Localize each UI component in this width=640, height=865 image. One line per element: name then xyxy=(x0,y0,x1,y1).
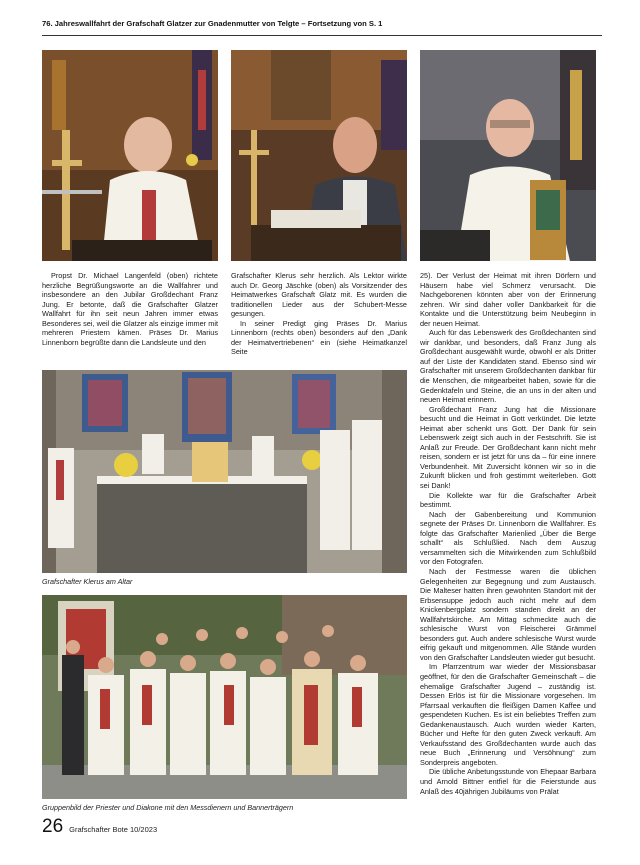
page-number: 26 xyxy=(42,816,64,837)
caption-group: Gruppenbild der Priester und Diakone mit den Messdienern und Bannerträgern xyxy=(42,803,294,812)
header-rule xyxy=(42,35,602,36)
page-header: 76. Jahreswallfahrt der Grafschaft Glatzer zur Gnadenmutter von Telgte – Fortsetzung von S. 1 xyxy=(42,19,383,28)
col3-paragraph-7: Im Pfarrzentrum war wieder der Missionsbasar geöffnet, für den die Grafschafter Gemeinschaft – die ehemalige Grafschafter Jugend – zuständig ist. Dessen Erlös ist für die Missionare vorgesehen. Im Pfarrsaal verkauften die fleißigen Damen Kaffee und gespendeten Kuchen. Es ist ein beliebtes Treffen zum Gedankenaustausch. Auch wurden wieder Karten, Bücher und Hefte für den guten Zweck verkauft. Am Verkaufsstand des Großdechanten wurde auch das neue Buch „Erinnerung und Versöhnung“ zum Sonderpreis angeboten. xyxy=(420,662,596,767)
col3-paragraph-1: 25). Der Verlust der Heimat mit ihren Dörfern und Häusern habe viel Schmerz verursacht. Die Nachgeborenen könnten aber von der Erinnerung zehren. Wir sind daher voller Dankbarkeit für die Kontakte und die Unterstützung beim Neubeginn in der neuen Heimat. xyxy=(420,271,596,328)
col3-paragraph-8: Die übliche Anbetungsstunde von Ehepaar Barbara und Arnold Bittner entfiel für die Feierstunde aus Anlaß des 40jährigen Jubiläums von Prälat xyxy=(420,767,596,796)
col1-paragraph-1: Propst Dr. Michael Langenfeld (oben) richtete herzliche Begrüßungsworte an die Wallfahrer und insbesondere an den Jubilar Großdechant Franz Jung. Er betonte, daß die Grafschafter Glatzer Wallfahrt für ihn seit neun Jahren immer etwas Besonderes sei, weil die Glatzer als einzige immer mit mehreren Priestern kämen. Präses Dr. Marius Linnenborn begrüßte dann die Landsleute und den xyxy=(42,271,218,347)
col3-paragraph-2: Auch für das Lebenswerk des Großdechanten sind wir dankbar, und besonders, daß Franz Jung als Großdechant ausgewählt wurde, obwohl er als Dritter auf der Liste der Kandidaten stand. Ebenso sind wir Grafschafter mit unserem Großdechanten dankbar für die Menschen, die mitgearbeitet haben, sowie für die Gedenktafeln und Steine, die an uns in der alten und neuen Heimat erinnern. xyxy=(420,328,596,405)
photo-klerus-am-altar xyxy=(42,370,407,573)
col2-paragraph-1: Grafschafter Klerus sehr herzlich. Als Lektor wirkte auch Dr. Georg Jäschke (oben) als Vorsitzender des Heimatwerkes Grafschaft Glatz mit. Es wurden die traditionellen Lieder aus der Schubert-Messe gesungen. xyxy=(231,271,407,319)
page-footer xyxy=(42,816,157,838)
photo-propst-langenfeld xyxy=(42,50,218,261)
photo-marius-linnenborn xyxy=(420,50,596,261)
col3-paragraph-5: Nach der Gabenbereitung und Kommunion segnete der Präses Dr. Linnenborn die Wallfahrer. Es folgte das Grafschafter Marienlied „Über die Berge schallt“ als Schlußlied. Nach dem Auszug versammelten sich die Mitwirkenden zum Schlußbild vor den Fotografen. xyxy=(420,509,596,567)
col3-paragraph-4: Die Kollekte war für die Grafschafter Arbeit bestimmt. xyxy=(420,490,596,510)
col3-paragraph-6: Nach der Festmesse waren die üblichen Gelegenheiten zur Begegnung und zum Austausch. Die Malteser hatten ihren gewohnten Standort mit der Erbsensuppe jedoch auch nicht mehr auf dem Knickenbergplatz sondern standen direkt an der Wallfahrtskirche. Am Mittag schmeckte auch die schlesische Wurst von Fleischerei Grämmel besonders gut. Auch andere schlesische Wurst wurde eifrig gekauft und mitgenommen. Alle Stände wurden von den Grafschafter Landsleuten wieder gut besucht. xyxy=(420,566,596,662)
col2-paragraph-2: In seiner Predigt ging Präses Dr. Marius Linnenborn (rechts oben) besonders auf den „Dank der Heimatvertriebenen“ ein (siehe Heimatkanzel Seite xyxy=(231,318,407,357)
article-column-2 xyxy=(231,271,407,357)
article-column-1 xyxy=(42,271,218,347)
col3-paragraph-3: Großdechant Franz Jung hat die Missionare besucht und die Heimat in Gott verkündet. Die letzte Heimat aber schenkt uns Gott. Der Dank für sein Lebenswerk zeigt sich auch in der Festschrift. Sie ist Anlaß zur Freude. Der Großdechant kann nicht mehr reisen, sondern er ist jetzt für uns da – für eine innere Verbundenheit. Mit Zuversicht können wir so in die Zukunft blicken und froh gestimmt weiterleben. Gott sei Dank! xyxy=(420,404,596,491)
article-column-3 xyxy=(420,271,596,796)
caption-altar: Grafschafter Klerus am Altar xyxy=(42,577,133,586)
photo-gruppenbild xyxy=(42,595,407,799)
publication-label: Grafschafter Bote 10/2023 xyxy=(69,825,158,834)
photo-georg-jaeschke xyxy=(231,50,407,261)
